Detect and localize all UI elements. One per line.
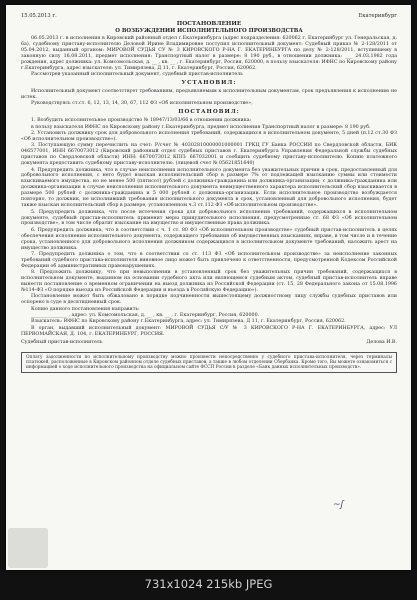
item-1: 1. Возбудить исполнительное производство № 18947/13/03/66 в отношении должника: <box>31 118 252 124</box>
resolved-heading: ПОСТАНОВИЛ: <box>178 109 240 116</box>
item-2: 2. Установить должнику срок для добровольного исполнения требований, содержащихся в исполнительном документе, 5 дней (п.12 ст.30 ФЗ «Об исполнительном производстве»). <box>21 131 397 142</box>
established-paragraph: Исполнительный документ соответствует требованиям, предъявляемым к исполнительным документам, срок предъявления к исполнению не истек. <box>21 89 397 101</box>
image-caption: 731x1024 215kb JPEG <box>144 577 273 591</box>
review-paragraph: Рассмотрев указанный исполнительный документ, судебный пристав-исполнитель <box>31 72 243 78</box>
document-date: 15.05.2013 г. <box>21 13 57 19</box>
signature-row <box>21 340 397 346</box>
document-title: ПОСТАНОВЛЕНИЕ <box>176 21 242 27</box>
signature-mark: ~ʃ <box>333 500 344 510</box>
document-subtitle: О ВОЗБУЖДЕНИИ ИСПОЛНИТЕЛЬНОГО ПРОИЗВОДСТВА <box>115 27 303 34</box>
document-city: Екатеринбург <box>358 13 397 19</box>
document-body <box>21 13 397 373</box>
item-8: 8. Предложить должнику, что при невыполнении в установленный срок без уважительных причин требований, содержащихся в исполнительном документе, выданном на основании судебного акта или являющемся судебным актом, судебный пристав-исполнитель вправе вынести постановление о временном ограничении на выезд должника из Российской Федерации (ст. 15, 28 Федерального закона от 15.08.1996 №114-ФЗ «О порядке выезда из Российской Федерации и въезда в Российскую Федерацию»). <box>21 270 397 294</box>
watermark-icon <box>8 528 48 568</box>
copy-paragraph: Копию данного постановления направить: <box>31 306 140 312</box>
item-7: 7. Предупредить должника о том, что в соответствии со ст. 113 ФЗ «Об исполнительном производстве» за неисполнение законных требований судебного пристава-исполнителя виновное лицо может быть привлечено к ответственности, предусмотренной Кодексом Российской Федерации об административных правонарушениях. <box>21 252 397 269</box>
document-page <box>6 5 411 570</box>
date-row <box>21 13 397 21</box>
address-debtor: _______________ , адрес: ул. Комсомольская, д. __ , кв. __ , г. Екатеринбург, Россия, 620000. <box>31 313 260 319</box>
guided-paragraph: Руководствуясь ст.ст. 6, 12, 13, 14, 30, 67, 112 ФЗ «Об исполнительном производстве», <box>31 101 253 107</box>
signer-name: Делова И.В. <box>366 339 397 345</box>
appeal-paragraph: Постановление может быть обжаловано в порядке подчиненности вышестоящему должностному лицу службы судебных приставов или оспорено в суде в десятидневный срок. <box>21 294 397 306</box>
item-1-creditor: в пользу взыскателя ИФНС по Кировскому району г.Екатеринбурга, предмет исполнения Транспортный налог в размере: 8 190 руб. <box>31 124 371 130</box>
payment-note: Оплату задолженности по исполнительному производству можно произвести непосредственно у судебного пристава-исполнителя, через терминалы платежей, расположенные в Кировском районном отделе судебных приставов, а также в любом отделении Сбербанка. Кроме того, Вы можете ознакомиться с информацией о ходе исполнительного производства на официальном сайте ФССП России в разделе «Банк данных исполнительных производств». <box>21 352 397 374</box>
address-court: В орган, выдавший исполнительный документ: МИРОВОЙ СУДЬЯ С/У № 3 КИРОВСКОГО Р-НА Г. ЕКАТЕРИНБУРГА, адрес: УЛ ПЕРВОМАЙСКАЯ, Д. 104, г. ЕКАТЕРИНБУРГ, РОССИЯ. <box>21 325 397 337</box>
intro-paragraph: 06.05.2013 г. в исполнения в Кировский районный отдел г.Екатеринбурга (адрес подразделения: 620062 г. Екатеринбург ул. Генеральская, д. 6а), судебному приставу-исполнителю Деловой Ирине Владимировне поступил исполнительный документ: Судебный приказ № 2-128/2011 от 05.04.2012, выданный органом: МИРОВОЙ СУДЬЯ СУ № 3 КИРОВСКОГО Р-НА Г. ЕКАТЕРИНБУРГА по делу № 2-128/2011, вступившему в законную силу 16.08.2011, предмет исполнения: Транспортный налог в размере: 8 190 руб., в отношении должника: ___ 24.03.1982 года рождения, адрес должника: ул. Комсомольская, д. __ , кв. __ , г. Екатеринбург, Россия, 620000, в пользу взыскателя: ИФНС по Кировскому району г.Екатеринбурга, адрес взыскателя: ул. Тимирязева, Д 11, г. Екатеринбург, Россия, 620062. <box>21 36 397 71</box>
item-3: 3. Поступающую сумму перечислить на счет: Р/счет № 40302810000001000001 ГРКЦ ГУ Банка РОССИИ по Свердловской области, БИК 046577001, ИНН 6670073012 (Кировский районный отдел судебных приставов г. Екатеринбурга Управления Федеральной службы судебных приставов по Свердловской области) ИНН: 6670073012 КПП: 667032001 и сообщить судебному приставу-исполнителю. Копию платежного документа предоставить судебному приставу-исполнителю. (лицевой счет № 05621851640) <box>21 143 397 167</box>
signer-role: Судебный пристав-исполнитель <box>21 339 103 345</box>
item-5: 5. Предупредить должника, что после истечения срока для добровольного исполнения требований, содержащихся в исполнительном документе, судебный пристав-исполнитель применит меры принудительного исполнения, предусмотренные ст. 68 ФЗ «Об исполнительном производстве», в том числе обратит взыскание на имущество и имущественные права должника. <box>21 209 397 227</box>
address-creditor: Взыскатель: ИФНС по Кировскому району г.Екатеринбурга, адрес: ул. Тимирязева, Д 11, г. Екатеринбург, Россия, 620062. <box>31 319 346 325</box>
item-4: 4. Предупредить должника, что в случае неисполнения исполнительного документа без уважительных причин в срок, предоставленный для добровольного исполнения, с него будет взыскан исполнительский сбор в размере 7% от подлежащей взысканию суммы или стоимости взыскиваемого имущества, но не менее 500 (пятисот) рублей с должника-гражданина или должника-организации; с должника-гражданина или должника-организации в случае неисполнения исполнительного документа неимущественного характера исполнительский сбор взыскивается в размере 500 рублей с должника-гражданина и 5 000 рублей с должника-организации. Если исполнительное производство возбуждается повторно, то должник, не исполнивший требования исполнительного документа в срок, установленный для добровольного исполнения, будет также взыскан исполнительский сбор в размере, установленном ч.3 ст.112 ФЗ «Об исполнительном производстве». <box>21 167 397 209</box>
established-heading: УСТАНОВИЛ: <box>181 80 237 87</box>
item-6: 6. Предупредить должника, что в соответствии с ч. 1 ст. 80 ФЗ «Об исполнительном производстве» судебный пристав-исполнитель в целях обеспечения исполнения исполнительного документа, содержащего требования об имущественных взысканиях, вправе, в том числе и в течение срока, установленного для добровольного исполнения должником содержащихся в исполнительном документе требований, наложить арест на имущество должника. <box>21 227 397 251</box>
